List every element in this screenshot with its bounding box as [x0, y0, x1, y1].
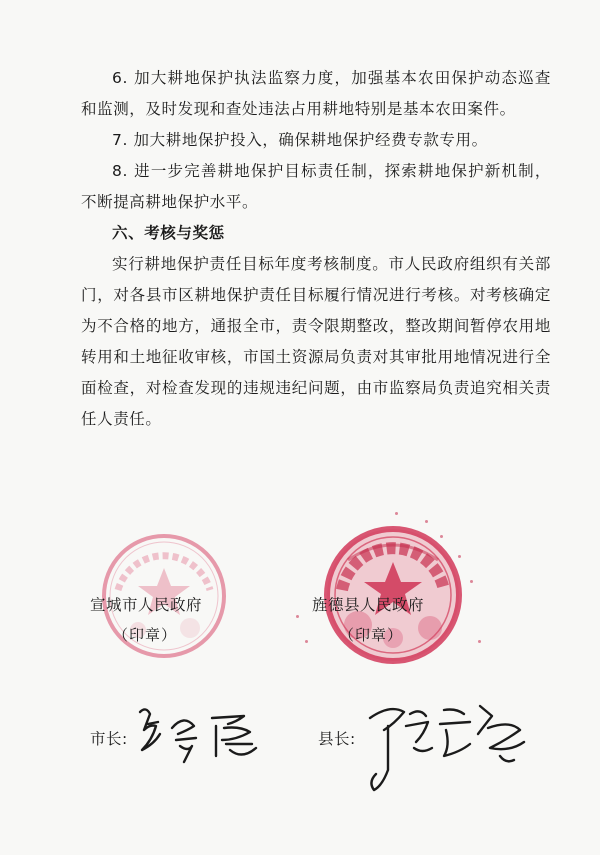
county-head-label: 县长: [318, 730, 356, 748]
ink-speck [458, 555, 461, 558]
mayor-label: 市长: [90, 730, 128, 748]
left-stamp-note: （印章） [113, 626, 178, 644]
ink-speck [478, 640, 481, 643]
ink-speck [305, 640, 308, 643]
mayor-signature-icon [132, 700, 277, 770]
ink-speck [296, 615, 299, 618]
list-item-6: 6. 加大耕地保护执法监察力度，加强基本农田保护动态巡查和监测，及时发现和查处违法占用耕地特别是基本农田案件。 [81, 69, 551, 118]
right-stamp-note: （印章） [339, 626, 404, 644]
list-item-7: 7. 加大耕地保护投入，确保耕地保护经费专款专用。 [112, 131, 488, 149]
list-item-8: 8. 进一步完善耕地保护目标责任制，探索耕地保护新机制，不断提高耕地保护水平。 [81, 162, 551, 211]
county-head-signature-icon [360, 690, 535, 800]
section-paragraph: 实行耕地保护责任目标年度考核制度。市人民政府组织有关部门，对各县市区耕地保护责任目标履行情况进行考核。对考核确定为不合格的地方，通报全市，责令限期整改，整改期间暂停农用地转用和土地征收审核，市国土资源局负责对其审批用地情况进行全面检查，对检查发现的违规违纪问题，由市监察局负责追究相关责任人责任。 [81, 255, 551, 428]
left-org-name: 宣城市人民政府 [90, 596, 203, 614]
ink-speck [440, 535, 443, 538]
ink-speck [425, 520, 428, 523]
document-body [81, 63, 551, 435]
ink-speck [395, 512, 398, 515]
ink-speck [470, 580, 473, 583]
section-heading: 六、考核与奖惩 [112, 224, 225, 242]
right-org-name: 旌德县人民政府 [312, 596, 425, 614]
